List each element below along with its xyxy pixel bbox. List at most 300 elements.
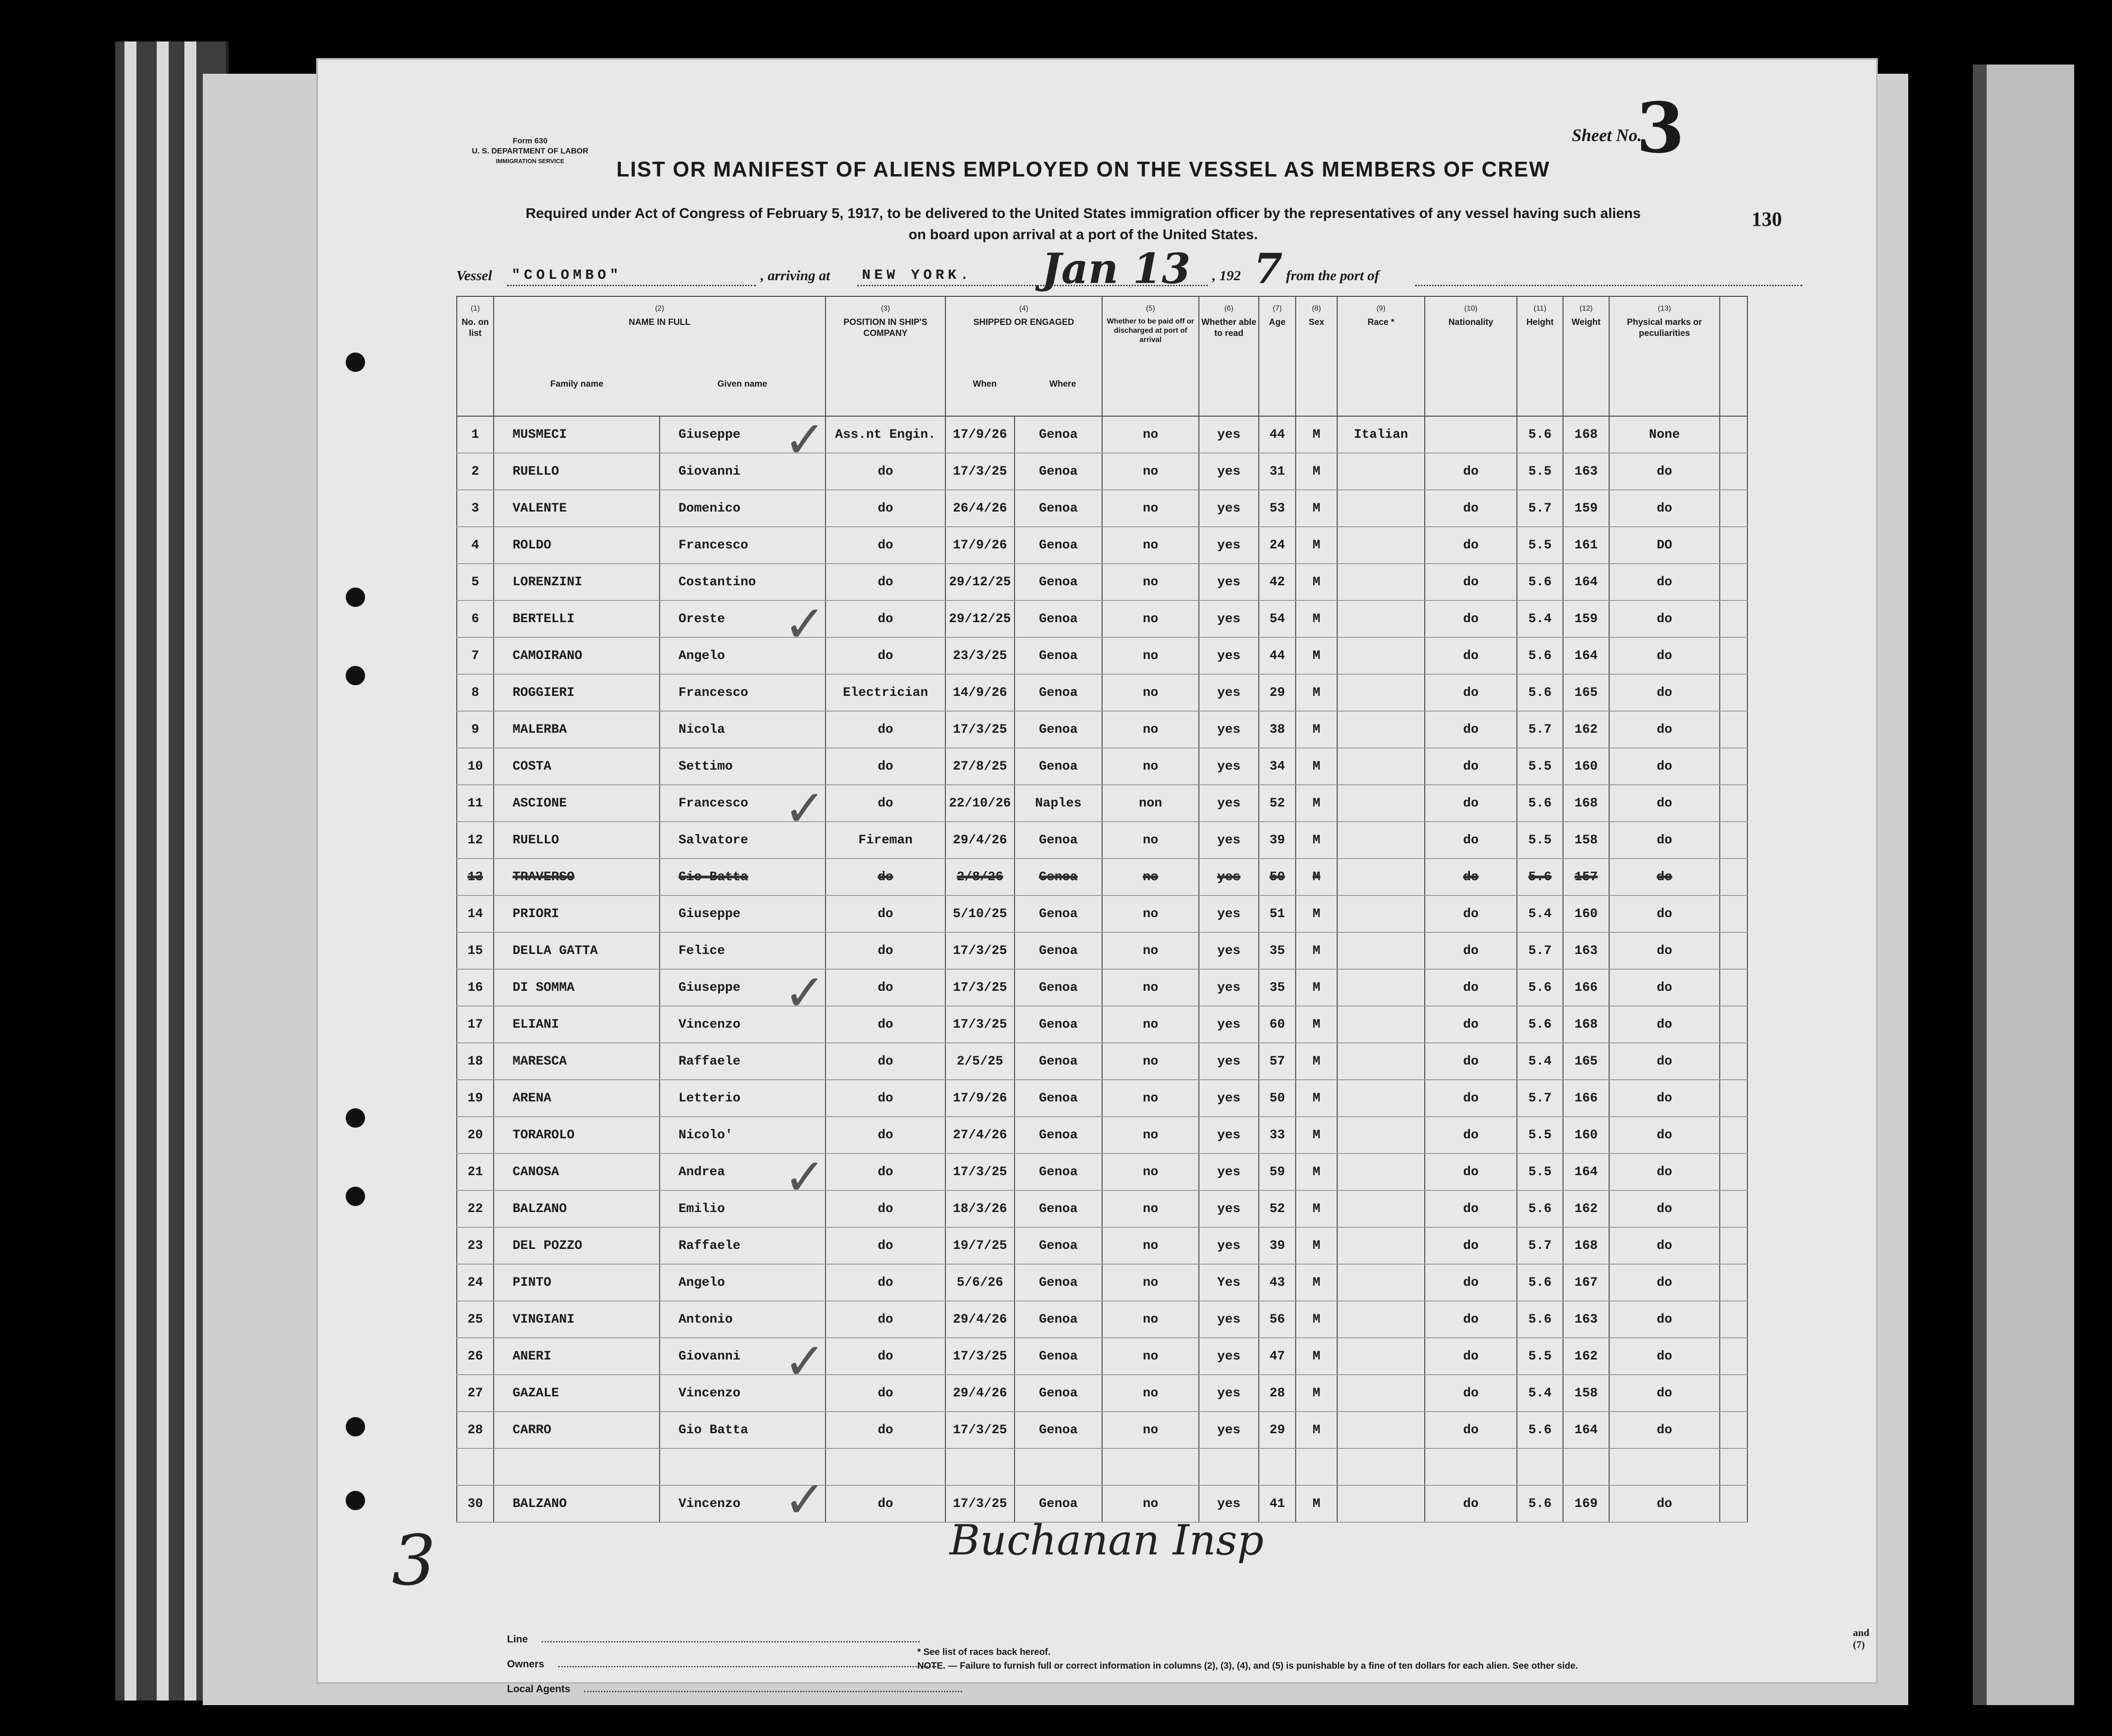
cell-given-name: Oreste — [660, 600, 826, 637]
cell-able-to-read: yes — [1199, 1117, 1259, 1153]
cell-physical-marks: do — [1609, 1338, 1720, 1375]
cell-blank — [1720, 1448, 1747, 1485]
col-sex: (8) Sex — [1296, 296, 1337, 416]
cell-blank — [1720, 1485, 1747, 1522]
cell-position: do — [826, 1338, 945, 1375]
cell-paid-off: no — [1102, 1338, 1199, 1375]
page-number: 130 — [1752, 208, 1782, 230]
table-row — [457, 1006, 1747, 1043]
cell-family-name: DEL POZZO — [494, 1227, 660, 1264]
cell-blank — [1720, 895, 1747, 932]
cell-list-no: 7 — [457, 637, 494, 674]
punch-hole — [346, 1187, 365, 1206]
agents-label: Local Agents — [507, 1683, 571, 1695]
punch-hole — [346, 1491, 365, 1510]
cell-paid-off: no — [1102, 1485, 1199, 1522]
cell-paid-off: no — [1102, 453, 1199, 490]
cell-family-name: ROGGIERI — [494, 674, 660, 711]
cell-family-name: ROLDO — [494, 527, 660, 564]
col-list-no: (1) No. on list — [457, 296, 494, 416]
cell-position: do — [826, 600, 945, 637]
cell-weight: 158 — [1563, 822, 1609, 859]
cell-height: 5.6 — [1517, 674, 1563, 711]
cell-sex: M — [1296, 859, 1337, 895]
cell-nationality: do — [1425, 600, 1517, 637]
cell-able-to-read: yes — [1199, 1301, 1259, 1338]
cell-where: Genoa — [1015, 1006, 1102, 1043]
cell-age: 33 — [1259, 1117, 1296, 1153]
cell-race — [1337, 785, 1425, 822]
cell-family-name: PINTO — [494, 1264, 660, 1301]
subtitle-line-1: Required under Act of Congress of February 5, 1917, to be delivered to the United States immigration officer by the representatives of any vessel having such aliens — [525, 205, 1641, 221]
cell-height: 5.4 — [1517, 895, 1563, 932]
cell-paid-off: no — [1102, 822, 1199, 859]
cell-able-to-read: yes — [1199, 674, 1259, 711]
cell-age: 29 — [1259, 1412, 1296, 1448]
cell-sex: M — [1296, 416, 1337, 453]
cell-list-no — [457, 1448, 494, 1485]
cell-when: 17/9/26 — [945, 527, 1015, 564]
cell-blank — [1720, 748, 1747, 785]
cell-family-name: RUELLO — [494, 453, 660, 490]
cell-paid-off: no — [1102, 1227, 1199, 1264]
cell-height: 5.4 — [1517, 600, 1563, 637]
binder-strip — [184, 41, 196, 1701]
cell-age: 44 — [1259, 416, 1296, 453]
col-family-name: Family name — [550, 379, 604, 389]
cell-family-name: BALZANO — [494, 1485, 660, 1522]
cell-weight: 162 — [1563, 711, 1609, 748]
cell-sex: M — [1296, 1227, 1337, 1264]
cell-list-no: 15 — [457, 932, 494, 969]
table-row — [457, 637, 1747, 674]
cell-blank — [1720, 1375, 1747, 1412]
col-weight: (12) Weight — [1563, 296, 1609, 416]
cell-position: Fireman — [826, 822, 945, 859]
cell-blank — [1720, 969, 1747, 1006]
arrival-year: 7 — [1254, 244, 1283, 293]
cell-family-name: MALERBA — [494, 711, 660, 748]
cell-where: Genoa — [1015, 1153, 1102, 1190]
from-port-label: from the port of — [1286, 267, 1380, 283]
cell-blank — [1720, 674, 1747, 711]
cell-race — [1337, 1375, 1425, 1412]
cell-position: do — [826, 1227, 945, 1264]
cell-sex: M — [1296, 785, 1337, 822]
cell-blank — [1720, 932, 1747, 969]
cell-list-no: 10 — [457, 748, 494, 785]
col-blank — [1720, 296, 1747, 416]
cell-weight: 166 — [1563, 1080, 1609, 1117]
table-row — [457, 1375, 1747, 1412]
cell-paid-off: no — [1102, 1080, 1199, 1117]
cell-nationality: do — [1425, 527, 1517, 564]
owners-field — [558, 1657, 936, 1667]
cell-race — [1337, 1080, 1425, 1117]
cell-race — [1337, 748, 1425, 785]
cell-age: 43 — [1259, 1264, 1296, 1301]
cell-physical-marks: do — [1609, 711, 1720, 748]
cell-where: Genoa — [1015, 527, 1102, 564]
cell-family-name: CANOSA — [494, 1153, 660, 1190]
cell-where: Genoa — [1015, 637, 1102, 674]
checkmark-icon: ✓ — [784, 963, 826, 1022]
cell-able-to-read: yes — [1199, 1006, 1259, 1043]
cell-nationality: do — [1425, 453, 1517, 490]
binder-strip — [157, 41, 169, 1701]
cell-blank — [1720, 1190, 1747, 1227]
sheet-number: 3 — [1636, 88, 1685, 169]
cell-when: 17/9/26 — [945, 1080, 1015, 1117]
cell-weight: 164 — [1563, 637, 1609, 674]
cell-age: 57 — [1259, 1043, 1296, 1080]
cell-position: do — [826, 1412, 945, 1448]
cell-given-name: Giuseppe — [660, 895, 826, 932]
cell-weight: 164 — [1563, 1153, 1609, 1190]
cell-given-name: Costantino — [660, 564, 826, 600]
cell-given-name: Gio Batta — [660, 1412, 826, 1448]
cell-position: do — [826, 1301, 945, 1338]
cell-sex: M — [1296, 1043, 1337, 1080]
cell-sex: M — [1296, 637, 1337, 674]
cell-able-to-read: yes — [1199, 895, 1259, 932]
cell-family-name: DELLA GATTA — [494, 932, 660, 969]
cell-when: 17/3/25 — [945, 969, 1015, 1006]
cell-nationality: do — [1425, 1117, 1517, 1153]
cell-given-name: Vincenzo — [660, 1485, 826, 1522]
cell-given-name: Domenico — [660, 490, 826, 527]
cell-blank — [1720, 1264, 1747, 1301]
table-row — [457, 748, 1747, 785]
cell-physical-marks: do — [1609, 895, 1720, 932]
cell-blank — [1720, 564, 1747, 600]
cell-nationality: do — [1425, 711, 1517, 748]
cell-physical-marks: do — [1609, 1190, 1720, 1227]
cell-sex: M — [1296, 932, 1337, 969]
footnotes — [917, 1645, 1931, 1673]
subtitle-line-2: on board upon arrival at a port of the United States. — [909, 226, 1258, 242]
cell-blank — [1720, 637, 1747, 674]
cell-physical-marks: do — [1609, 1006, 1720, 1043]
cell-family-name: ARENA — [494, 1080, 660, 1117]
cell-blank — [1720, 785, 1747, 822]
cell-list-no: 26 — [457, 1338, 494, 1375]
cell-race — [1337, 1227, 1425, 1264]
cell-where — [1015, 1448, 1102, 1485]
cell-position — [826, 1448, 945, 1485]
cell-blank — [1720, 490, 1747, 527]
cell-family-name: BALZANO — [494, 1190, 660, 1227]
cell-when: 29/4/26 — [945, 822, 1015, 859]
checkmark-icon: ✓ — [784, 410, 826, 469]
cell-paid-off: no — [1102, 969, 1199, 1006]
cell-given-name: Salvatore — [660, 822, 826, 859]
cell-paid-off: no — [1102, 1301, 1199, 1338]
checkmark-icon: ✓ — [784, 1470, 826, 1529]
cell-nationality: do — [1425, 895, 1517, 932]
cell-physical-marks: do — [1609, 600, 1720, 637]
cell-physical-marks: do — [1609, 453, 1720, 490]
cell-age: 44 — [1259, 637, 1296, 674]
cell-where: Genoa — [1015, 748, 1102, 785]
cell-blank — [1720, 453, 1747, 490]
binder-right — [1973, 65, 2074, 1705]
cell-where: Genoa — [1015, 1117, 1102, 1153]
cell-weight: 162 — [1563, 1338, 1609, 1375]
cell-physical-marks: do — [1609, 932, 1720, 969]
cell-height: 5.6 — [1517, 785, 1563, 822]
cell-age: 54 — [1259, 600, 1296, 637]
cell-given-name: Nicola — [660, 711, 826, 748]
cell-when: 17/3/25 — [945, 1006, 1015, 1043]
cell-weight: 160 — [1563, 748, 1609, 785]
cell-height: 5.6 — [1517, 1190, 1563, 1227]
cell-when: 29/4/26 — [945, 1301, 1015, 1338]
table-row — [457, 1043, 1747, 1080]
cell-age: 24 — [1259, 527, 1296, 564]
cell-where: Genoa — [1015, 1080, 1102, 1117]
cell-list-no: 23 — [457, 1227, 494, 1264]
checkmark-icon: ✓ — [784, 779, 826, 838]
cell-sex: M — [1296, 969, 1337, 1006]
cell-weight — [1563, 1448, 1609, 1485]
vessel-underline — [507, 285, 756, 286]
cell-when: 17/3/25 — [945, 1412, 1015, 1448]
cell-race — [1337, 600, 1425, 637]
cell-nationality: do — [1425, 1080, 1517, 1117]
vessel-name: "COLOMBO" — [512, 267, 622, 283]
cell-able-to-read: yes — [1199, 969, 1259, 1006]
cell-paid-off: no — [1102, 1043, 1199, 1080]
cell-position: do — [826, 527, 945, 564]
cell-age: 29 — [1259, 674, 1296, 711]
cell-nationality — [1425, 1448, 1517, 1485]
cell-sex: M — [1296, 895, 1337, 932]
cell-weight: 166 — [1563, 969, 1609, 1006]
cell-paid-off: no — [1102, 711, 1199, 748]
cell-when: 27/8/25 — [945, 748, 1015, 785]
cell-weight: 159 — [1563, 490, 1609, 527]
cell-height: 5.4 — [1517, 1043, 1563, 1080]
cell-blank — [1720, 527, 1747, 564]
cell-height: 5.6 — [1517, 859, 1563, 895]
cell-height: 5.7 — [1517, 1080, 1563, 1117]
table-row — [457, 859, 1747, 895]
cell-given-name: Giuseppe — [660, 416, 826, 453]
checkmark-icon: ✓ — [784, 1332, 826, 1391]
cell-sex: M — [1296, 1117, 1337, 1153]
handwritten-mark: 3 — [392, 1521, 436, 1601]
cell-sex: M — [1296, 600, 1337, 637]
cell-given-name: Andrea — [660, 1153, 826, 1190]
cell-where: Genoa — [1015, 711, 1102, 748]
cell-paid-off: no — [1102, 600, 1199, 637]
cell-physical-marks: do — [1609, 637, 1720, 674]
cell-age: 51 — [1259, 895, 1296, 932]
cell-height: 5.7 — [1517, 1227, 1563, 1264]
cell-race — [1337, 711, 1425, 748]
cell-able-to-read — [1199, 1448, 1259, 1485]
col-age: (7) Age — [1259, 296, 1296, 416]
cell-position: do — [826, 1153, 945, 1190]
cell-age: 53 — [1259, 490, 1296, 527]
cell-paid-off: no — [1102, 416, 1199, 453]
cell-where: Genoa — [1015, 1190, 1102, 1227]
cell-where: Genoa — [1015, 1043, 1102, 1080]
arriving-label: , arriving at — [761, 267, 830, 283]
cell-given-name: Raffaele — [660, 1043, 826, 1080]
cell-sex — [1296, 1448, 1337, 1485]
cell-family-name: TORAROLO — [494, 1117, 660, 1153]
cell-able-to-read: yes — [1199, 1485, 1259, 1522]
col-able-to-read: (6) Whether able to read — [1199, 296, 1259, 416]
cell-position: do — [826, 748, 945, 785]
cell-able-to-read: yes — [1199, 564, 1259, 600]
cell-age: 35 — [1259, 969, 1296, 1006]
checkmark-icon: ✓ — [784, 1148, 826, 1206]
table-row — [457, 1338, 1747, 1375]
cell-age: 39 — [1259, 1227, 1296, 1264]
table-row — [457, 490, 1747, 527]
cell-race — [1337, 1485, 1425, 1522]
cell-list-no: 12 — [457, 822, 494, 859]
cell-nationality: do — [1425, 1190, 1517, 1227]
cell-race — [1337, 932, 1425, 969]
cell-age: 47 — [1259, 1338, 1296, 1375]
col-physical-marks: (13) Physical marks or peculiarities — [1609, 296, 1720, 416]
cell-where: Genoa — [1015, 490, 1102, 527]
cell-able-to-read: Yes — [1199, 1264, 1259, 1301]
cell-physical-marks: do — [1609, 1080, 1720, 1117]
cell-paid-off: no — [1102, 1190, 1199, 1227]
cell-able-to-read: yes — [1199, 1153, 1259, 1190]
cell-where: Genoa — [1015, 674, 1102, 711]
cell-weight: 158 — [1563, 1375, 1609, 1412]
cell-race — [1337, 1190, 1425, 1227]
table-row — [457, 1301, 1747, 1338]
cell-physical-marks: None — [1609, 416, 1720, 453]
cell-sex: M — [1296, 453, 1337, 490]
cell-position: do — [826, 1006, 945, 1043]
cell-given-name: Giuseppe — [660, 969, 826, 1006]
cell-given-name: Felice — [660, 932, 826, 969]
cell-list-no: 20 — [457, 1117, 494, 1153]
cell-family-name: COSTA — [494, 748, 660, 785]
table-row — [457, 1227, 1747, 1264]
cell-when: 29/4/26 — [945, 1375, 1015, 1412]
cell-list-no: 2 — [457, 453, 494, 490]
table-row — [457, 1190, 1747, 1227]
cell-physical-marks: do — [1609, 490, 1720, 527]
cell-height: 5.7 — [1517, 932, 1563, 969]
cell-physical-marks: do — [1609, 564, 1720, 600]
cell-race — [1337, 969, 1425, 1006]
cell-given-name: Francesco — [660, 527, 826, 564]
page-subtitle — [456, 203, 1710, 245]
table-row — [457, 932, 1747, 969]
cell-race — [1337, 453, 1425, 490]
table-row — [457, 969, 1747, 1006]
cell-paid-off: no — [1102, 1117, 1199, 1153]
cell-able-to-read: yes — [1199, 1338, 1259, 1375]
cell-when: 17/3/25 — [945, 711, 1015, 748]
cell-list-no: 24 — [457, 1264, 494, 1301]
cell-where: Genoa — [1015, 1375, 1102, 1412]
cell-age: 38 — [1259, 711, 1296, 748]
cell-list-no: 19 — [457, 1080, 494, 1117]
cell-physical-marks: do — [1609, 1264, 1720, 1301]
cell-when: 23/3/25 — [945, 637, 1015, 674]
cell-when: 5/6/26 — [945, 1264, 1015, 1301]
cell-position: do — [826, 1485, 945, 1522]
table-row — [457, 527, 1747, 564]
cell-position: do — [826, 564, 945, 600]
cell-paid-off: non — [1102, 785, 1199, 822]
cell-age: 31 — [1259, 453, 1296, 490]
cell-race — [1337, 859, 1425, 895]
cell-where: Genoa — [1015, 969, 1102, 1006]
races-note: * See list of races back hereof. — [917, 1647, 1051, 1657]
cell-where: Genoa — [1015, 895, 1102, 932]
cell-position: do — [826, 637, 945, 674]
cell-weight: 162 — [1563, 1190, 1609, 1227]
cell-weight: 160 — [1563, 1117, 1609, 1153]
cell-where: Genoa — [1015, 564, 1102, 600]
cell-given-name: Vincenzo — [660, 1006, 826, 1043]
cell-nationality: do — [1425, 969, 1517, 1006]
cell-position: do — [826, 1190, 945, 1227]
cell-when: 17/3/25 — [945, 1153, 1015, 1190]
cell-sex: M — [1296, 748, 1337, 785]
cell-list-no: 8 — [457, 674, 494, 711]
cell-age: 50 — [1259, 1080, 1296, 1117]
cell-height: 5.5 — [1517, 748, 1563, 785]
cell-list-no: 22 — [457, 1190, 494, 1227]
cell-age — [1259, 1448, 1296, 1485]
cell-paid-off: no — [1102, 859, 1199, 895]
cell-list-no: 9 — [457, 711, 494, 748]
cell-family-name: BERTELLI — [494, 600, 660, 637]
cell-list-no: 1 — [457, 416, 494, 453]
cell-when: 18/3/26 — [945, 1190, 1015, 1227]
cell-position: Ass.nt Engin. — [826, 416, 945, 453]
cell-nationality: do — [1425, 490, 1517, 527]
cell-able-to-read: yes — [1199, 1375, 1259, 1412]
cell-physical-marks: do — [1609, 748, 1720, 785]
cell-age: 39 — [1259, 822, 1296, 859]
cell-family-name: ASCIONE — [494, 785, 660, 822]
col-when: When — [973, 379, 997, 389]
cell-family-name — [494, 1448, 660, 1485]
cell-race — [1337, 1448, 1425, 1485]
cell-height: 5.5 — [1517, 1338, 1563, 1375]
cell-physical-marks: do — [1609, 1153, 1720, 1190]
cell-weight: 165 — [1563, 674, 1609, 711]
cell-family-name: ANERI — [494, 1338, 660, 1375]
cell-height: 5.5 — [1517, 1153, 1563, 1190]
cell-height: 5.5 — [1517, 822, 1563, 859]
cell-nationality: do — [1425, 674, 1517, 711]
cell-physical-marks: do — [1609, 1301, 1720, 1338]
cell-height: 5.5 — [1517, 453, 1563, 490]
cell-list-no: 14 — [457, 895, 494, 932]
cell-nationality: do — [1425, 1375, 1517, 1412]
cell-weight: 161 — [1563, 527, 1609, 564]
cell-position: do — [826, 969, 945, 1006]
cell-blank — [1720, 1153, 1747, 1190]
cell-position: do — [826, 453, 945, 490]
cell-given-name: Francesco — [660, 785, 826, 822]
